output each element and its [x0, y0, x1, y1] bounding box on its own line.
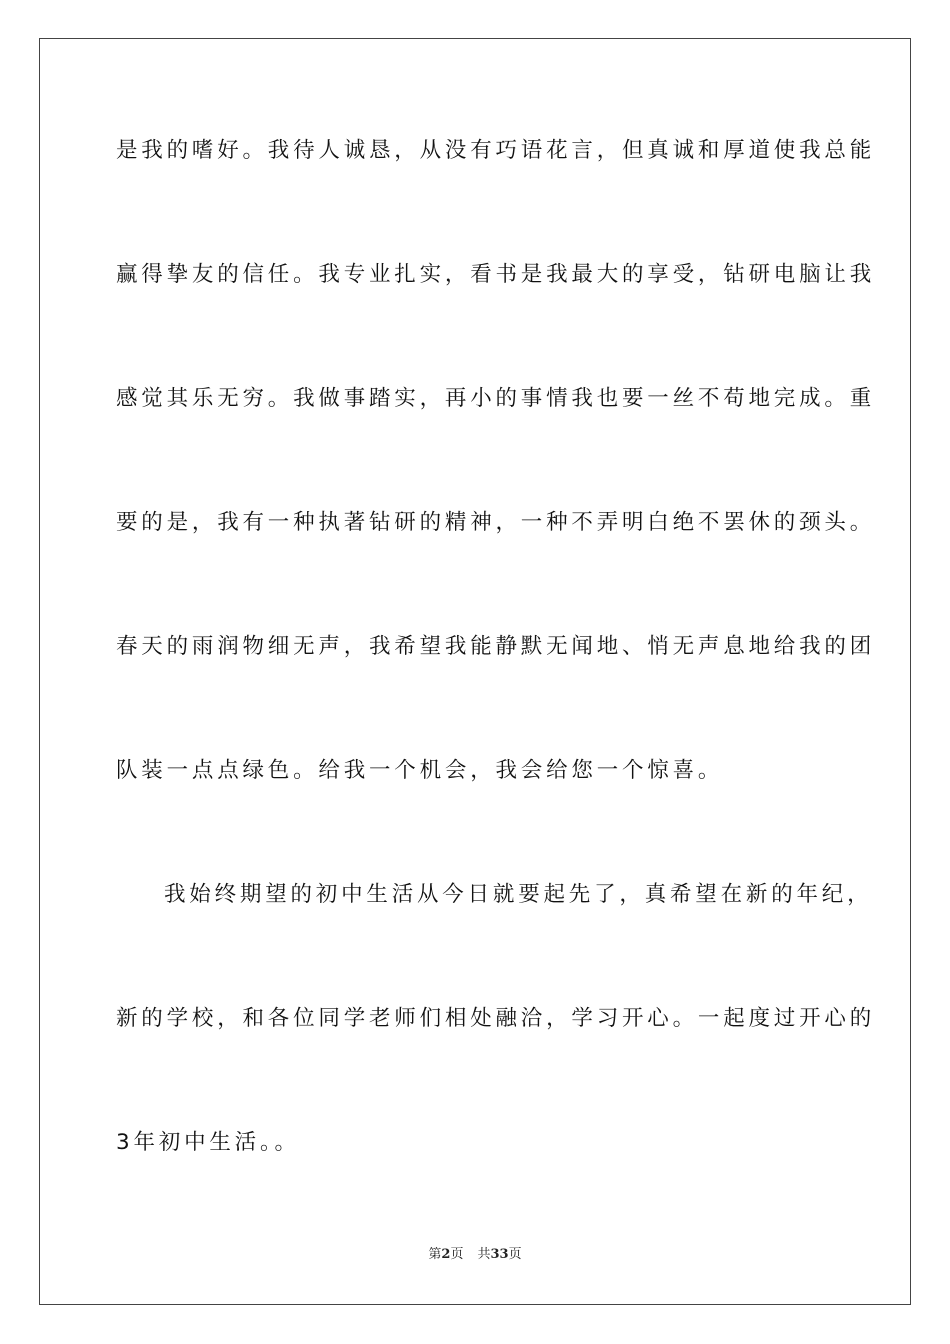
footer-total-pages: 33: [490, 1247, 509, 1262]
footer-total-suffix: 页: [508, 1247, 522, 1262]
body-text-line-2: 赢得挚友的信任。我专业扎实，看书是我最大的享受，钻研电脑让我: [116, 262, 876, 287]
body-text-line-7: 我始终期望的初中生活从今日就要起先了，真希望在新的年纪，: [164, 882, 873, 907]
body-text-line-6: 队装一点点绿色。给我一个机会，我会给您一个惊喜。: [116, 758, 724, 783]
page-footer: [0, 1246, 950, 1264]
body-text-line-9: 3年初中生活。。: [116, 1130, 300, 1155]
body-text-line-3: 感觉其乐无穷。我做事踏实，再小的事情我也要一丝不苟地完成。重: [116, 386, 876, 411]
body-text-line-4: 要的是，我有一种执著钻研的精神，一种不弄明白绝不罢休的颈头。: [116, 510, 876, 535]
footer-page-number: 2: [441, 1247, 451, 1262]
body-text-line-1: 是我的嗜好。我待人诚恳，从没有巧语花言，但真诚和厚道使我总能: [116, 138, 876, 163]
footer-page-suffix: 页: [450, 1247, 464, 1262]
body-text-line-5: 春天的雨润物细无声，我希望我能静默无闻地、悄无声息地给我的团: [116, 634, 876, 659]
page-border: [39, 38, 911, 1305]
body-text-line-8: 新的学校，和各位同学老师们相处融洽，学习开心。一起度过开心的: [116, 1006, 876, 1031]
footer-page-prefix: 第: [428, 1247, 442, 1262]
footer-total-prefix: 共: [477, 1247, 491, 1262]
